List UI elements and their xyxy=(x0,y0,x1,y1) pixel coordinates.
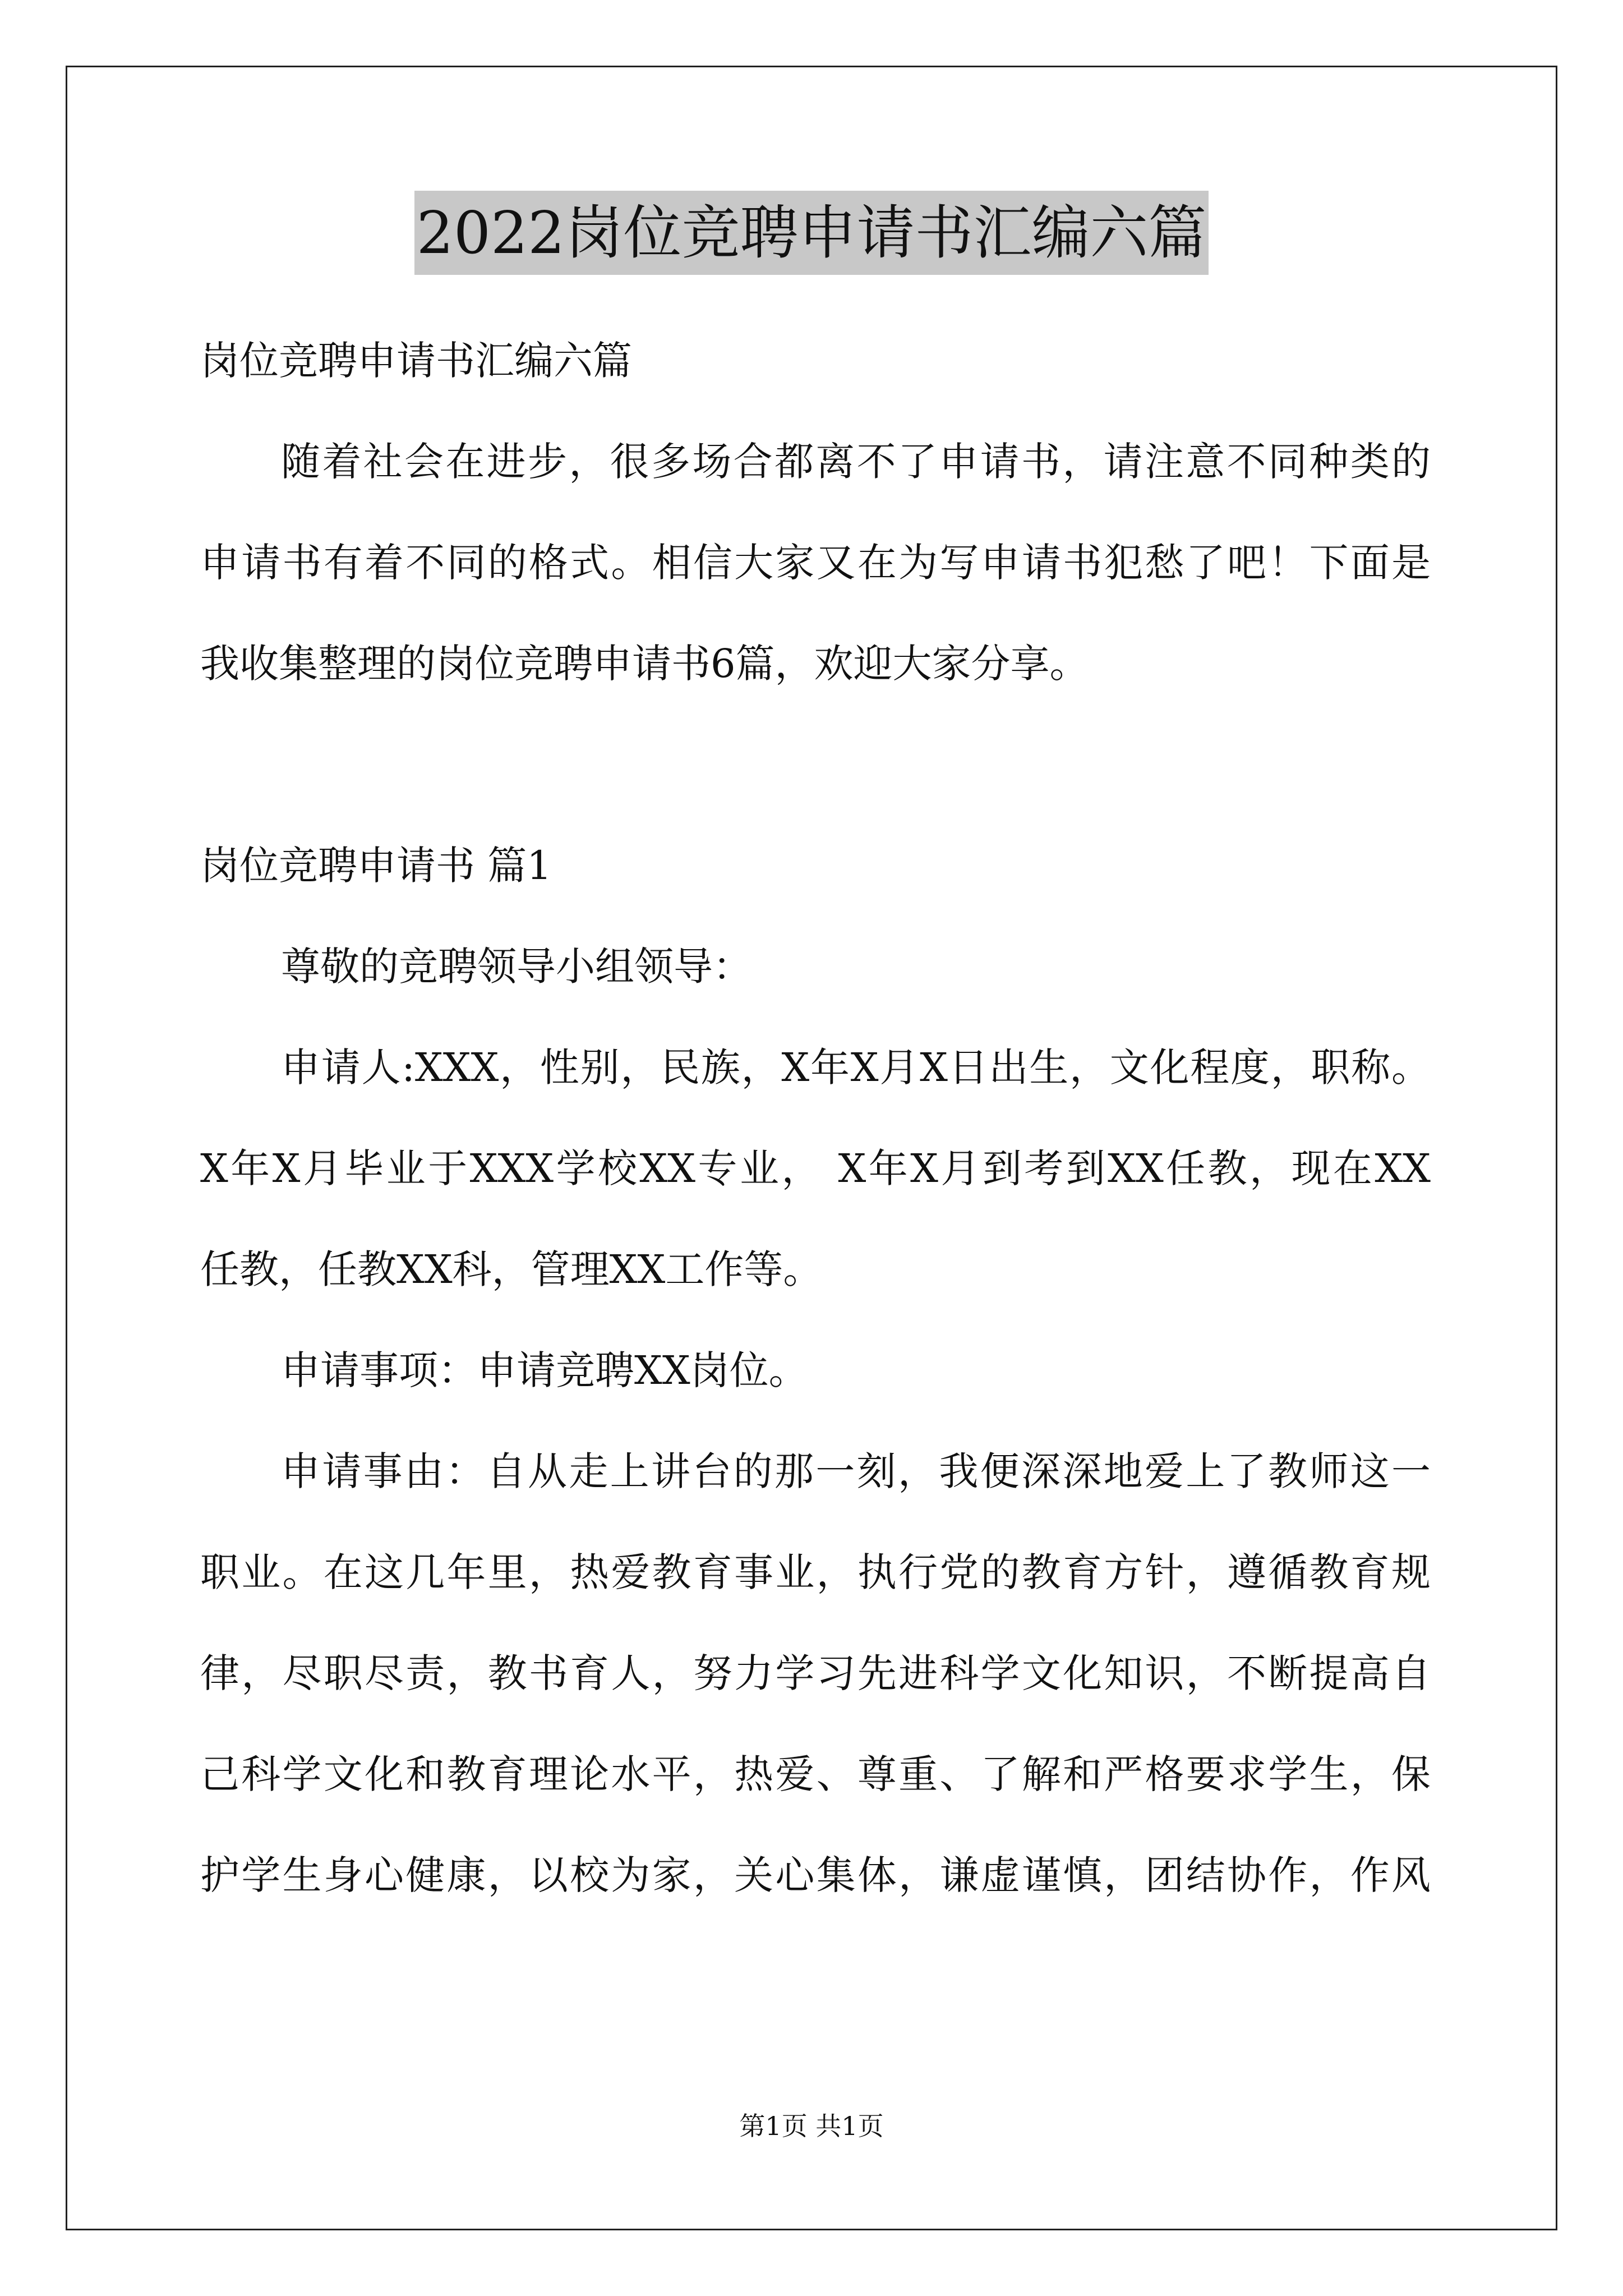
reason-line-3: 律，尽职尽责，教书育人，努力学习先进科学文化知识，不断提高自 xyxy=(200,1650,1431,1696)
reason-line-4: 己科学文化和教育理论水平，热爱、尊重、了解和严格要求学生，保 xyxy=(200,1751,1431,1797)
page-footer: 第1页 共1页 xyxy=(739,2111,884,2141)
document-title: 2022岗位竞聘申请书汇编六篇 xyxy=(414,191,1209,275)
subtitle-line: 岗位竞聘申请书汇编六篇 xyxy=(200,338,632,384)
reason-line-1: 申请事由：自从走上讲台的那一刻，我便深深地爱上了教师这一 xyxy=(281,1448,1431,1494)
application-item-line: 申请事项：申请竞聘XX岗位。 xyxy=(281,1347,808,1393)
intro-line-1: 随着社会在进步，很多场合都离不了申请书，请注意不同种类的 xyxy=(281,439,1431,485)
applicant-line-3: 任教，任教XX科，管理XX工作等。 xyxy=(200,1246,823,1292)
intro-line-3: 我收集整理的岗位竞聘申请书6篇，欢迎大家分享。 xyxy=(200,641,1089,687)
applicant-line-2: X年X月毕业于XXX学校XX专业， X年X月到考到XX任教，现在XX xyxy=(200,1145,1431,1191)
section-gap xyxy=(200,714,1431,815)
salutation-line: 尊敬的竞聘领导小组领导： xyxy=(281,944,752,990)
applicant-line-1: 申请人:XXX，性别，民族，X年X月X日出生，文化程度，职称。 xyxy=(281,1045,1431,1091)
section-heading: 岗位竞聘申请书 篇1 xyxy=(200,843,552,889)
document-body xyxy=(200,310,1431,1926)
intro-line-2: 申请书有着不同的格式。相信大家又在为写申请书犯愁了吧！下面是 xyxy=(200,540,1431,586)
title-container xyxy=(0,191,1623,275)
reason-line-5: 护学生身心健康，以校为家，关心集体，谦虚谨慎，团结协作，作风 xyxy=(200,1852,1431,1898)
reason-line-2: 职业。在这几年里，热爱教育事业，执行党的教育方针，遵循教育规 xyxy=(200,1549,1431,1595)
